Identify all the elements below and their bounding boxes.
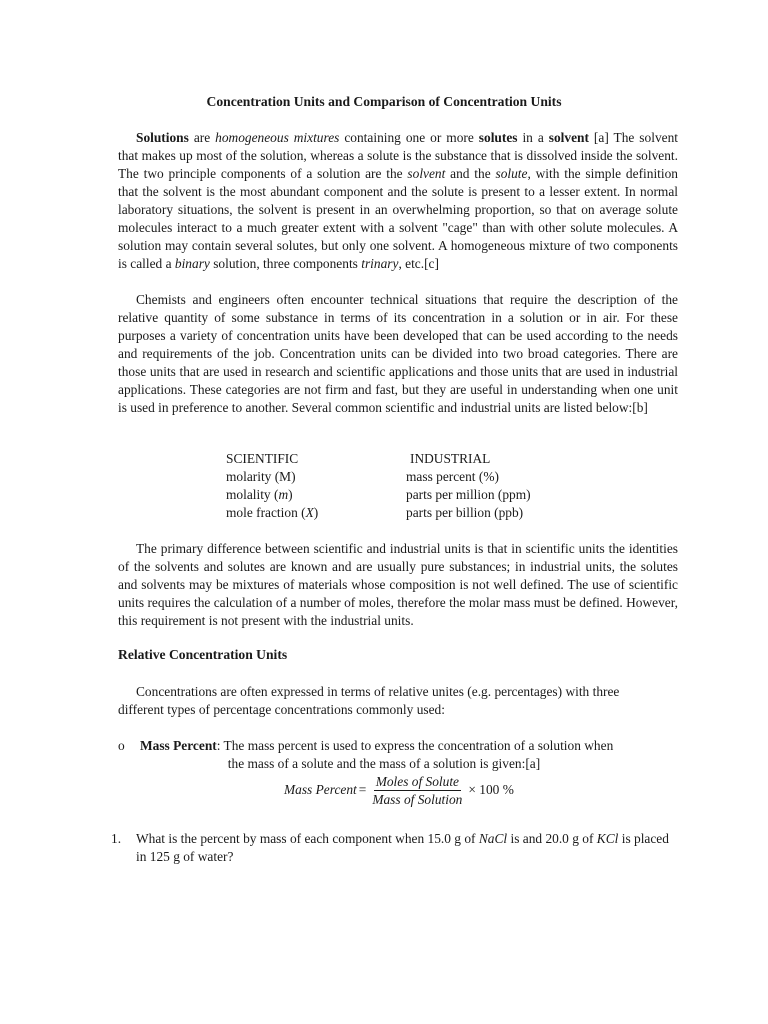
term-homogeneous-mixtures: homogeneous mixtures <box>215 130 340 145</box>
formula-lhs: Mass Percent <box>284 782 357 797</box>
header-scientific: SCIENTIFIC <box>226 451 299 466</box>
formula-equals: = <box>358 782 367 797</box>
table-row: molality (m) parts per million (ppm) <box>226 487 531 502</box>
term-solvent: solvent <box>548 130 589 145</box>
bullet-mass-percent-continued: the mass of a solute and the mass of a solution is given:[a] <box>227 756 541 771</box>
table-row: molarity (M) mass percent (%) <box>226 469 499 484</box>
table-header-row <box>226 450 531 468</box>
table-row: mole fraction (X) parts per billion (ppb) <box>226 505 524 520</box>
paragraph-primary-difference: The primary difference between scientific and industrial units is that in scientific units the identities of the solvents and solutes are known and are usually pure substances; in industrial units, the solutes and solvents may be mixtures of materials whose composition is not well defined. The use of scientific units requires the calculation of a number of moles, therefore the molar mass must be defined. However, this requirement is not present with the industrial units. <box>118 541 678 628</box>
formula-denominator: Mass of Solution <box>372 791 463 807</box>
formula-numerator: Moles of Solute <box>375 773 459 789</box>
question-text: What is the percent by mass of each component when 15.0 g of NaCl is and 20.0 g of KCl is placed in 125 g of water? <box>136 831 669 864</box>
document-title: Concentration Units and Comparison of Concentration Units <box>206 94 562 109</box>
formula-multiplier: × 100 % <box>468 782 514 797</box>
units-table <box>226 450 531 522</box>
section-heading: Relative Concentration Units <box>118 647 288 662</box>
bullet-mass-percent: Mass Percent: The mass percent is used to express the concentration of a solution when <box>140 738 614 753</box>
question-number: 1. <box>111 831 122 846</box>
header-industrial: INDUSTRIAL <box>410 451 491 466</box>
paragraph-solutions: Solutions are homogeneous mixtures containing one or more solutes in a solvent [a] The solvent that makes up most of the solution, whereas a solute is the substance that is dissolved inside the solvent. The two principle components of a solution are the solvent and the solute, with the simple definition that the solvent is the most abundant component and the solute is present to a lesser extent. In normal laboratory situations, the solvent is present in an overwhelming proportion, so that on average solute molecules interact to a much greater extent with a solvent "cage" than with other solute molecules. A solution may contain several solutes, but only one solvent. A homogeneous mixture of two components is called a binary solution, three components trinary, etc.[c] <box>118 130 678 271</box>
mass-percent-formula <box>284 772 514 808</box>
term-solutes: solutes <box>478 130 518 145</box>
paragraph-concentrations: Concentrations are often expressed in terms of relative unites (e.g. percentages) with three different types of percentage concentrations commonly used: <box>118 684 620 717</box>
formula-fraction <box>370 773 464 808</box>
paragraph-chemists: Chemists and engineers often encounter technical situations that require the description of the relative quantity of some substance in terms of its concentration in a solution or in air. For these purposes a variety of concentration units have been developed that can be used according to the needs and requirements of the job. Concentration units can be divided into two broad categories. There are those units that are used in research and scientific applications and those units that are used in industrial applications. These categories are not firm and fast, but they are useful in understanding when one unit is used in preference to another. Several common scientific and industrial units are listed below:[b] <box>118 292 678 415</box>
bullet-marker: o <box>118 738 125 753</box>
term-solutions: Solutions <box>136 130 189 145</box>
